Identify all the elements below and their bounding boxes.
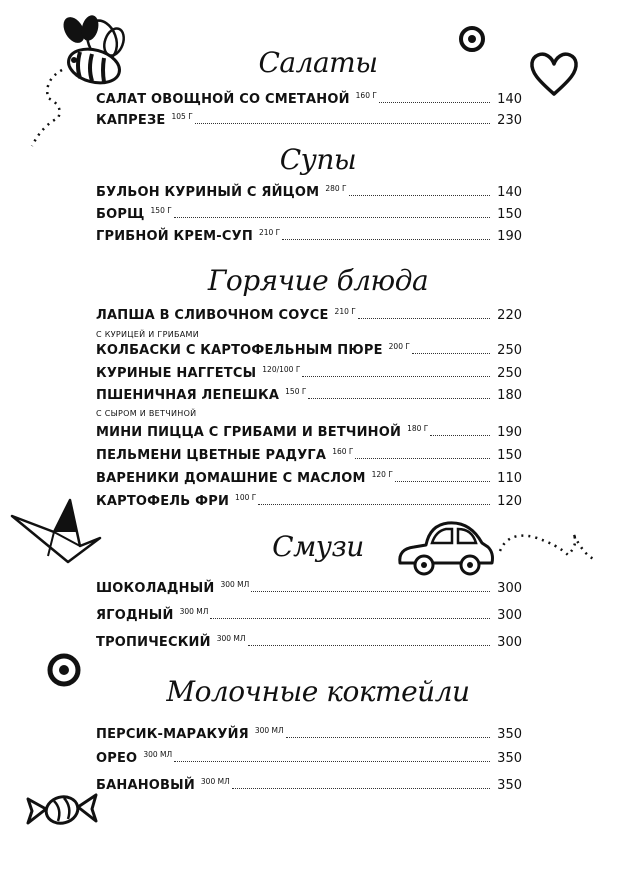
item-name: КАРТОФЕЛЬ ФРИ bbox=[96, 494, 230, 509]
section-title-hot-dishes: Горячие блюда bbox=[207, 264, 429, 297]
dot-leader bbox=[248, 645, 490, 646]
item-price: 230 bbox=[497, 113, 522, 128]
menu-item bbox=[96, 87, 522, 107]
car-icon bbox=[396, 515, 596, 581]
menu-item bbox=[96, 603, 522, 623]
item-name: ЯГОДНЫЙ bbox=[96, 608, 174, 623]
item-name: КУРИНЫЕ НАГГЕТСЫ bbox=[96, 366, 257, 381]
item-name: БАНАНОВЫЙ bbox=[96, 778, 195, 793]
item-weight: 100 Г bbox=[235, 493, 257, 502]
item-name: САЛАТ ОВОЩНОЙ СО СМЕТАНОЙ bbox=[96, 92, 350, 107]
dot-leader bbox=[430, 435, 490, 436]
item-weight: 300 МЛ bbox=[143, 750, 173, 759]
dot-leader bbox=[174, 217, 490, 218]
target-icon bbox=[46, 652, 82, 688]
menu-item bbox=[96, 722, 522, 742]
item-price: 250 bbox=[497, 366, 522, 381]
dot-leader bbox=[195, 123, 490, 124]
item-price: 300 bbox=[497, 608, 522, 623]
item-name: ВАРЕНИКИ ДОМАШНИЕ С МАСЛОМ bbox=[96, 471, 366, 486]
item-weight: 105 Г bbox=[171, 112, 193, 121]
item-weight: 150 Г bbox=[150, 206, 172, 215]
item-price: 150 bbox=[497, 207, 522, 222]
item-price: 140 bbox=[497, 185, 522, 200]
item-name: ЛАПША В СЛИВОЧНОМ СОУСЕ bbox=[96, 308, 329, 323]
dot-leader bbox=[251, 591, 490, 592]
item-weight: 210 Г bbox=[334, 307, 356, 316]
item-weight: 300 МЛ bbox=[179, 607, 209, 616]
menu-item bbox=[96, 746, 522, 766]
item-price: 220 bbox=[497, 308, 522, 323]
item-price: 190 bbox=[497, 229, 522, 244]
item-name: КОЛБАСКИ С КАРТОФЕЛЬНЫМ ПЮРЕ bbox=[96, 343, 383, 358]
bee-icon bbox=[22, 8, 127, 148]
section-title-smoothies: Смузи bbox=[272, 530, 364, 563]
item-price: 300 bbox=[497, 581, 522, 596]
dot-leader bbox=[302, 376, 490, 377]
menu-item bbox=[96, 303, 522, 323]
target-icon bbox=[458, 25, 486, 53]
item-weight: 160 Г bbox=[332, 447, 354, 456]
item-weight: 300 МЛ bbox=[200, 777, 230, 786]
section-title-salads: Салаты bbox=[258, 46, 378, 79]
menu-item bbox=[96, 338, 522, 358]
item-name: КАПРЕЗЕ bbox=[96, 113, 166, 128]
item-price: 350 bbox=[497, 751, 522, 766]
menu-item bbox=[96, 224, 522, 244]
dot-leader bbox=[355, 458, 490, 459]
menu-item bbox=[96, 443, 522, 463]
item-price: 250 bbox=[497, 343, 522, 358]
menu-item bbox=[96, 202, 522, 222]
item-name: ПШЕНИЧНАЯ ЛЕПЕШКА bbox=[96, 388, 280, 403]
menu-item bbox=[96, 180, 522, 200]
item-weight: 150 Г bbox=[285, 387, 307, 396]
dot-leader bbox=[258, 504, 490, 505]
item-weight: 200 Г bbox=[388, 342, 410, 351]
item-weight: 120 Г bbox=[371, 470, 393, 479]
dot-leader bbox=[412, 353, 490, 354]
item-note: С КУРИЦЕЙ И ГРИБАМИ bbox=[96, 330, 200, 339]
item-name: МИНИ ПИЦЦА С ГРИБАМИ И ВЕТЧИНОЙ bbox=[96, 425, 402, 440]
item-weight: 180 Г bbox=[407, 424, 429, 433]
menu-item bbox=[96, 383, 522, 403]
item-price: 180 bbox=[497, 388, 522, 403]
section-title-milkshakes: Молочные коктейли bbox=[166, 675, 470, 708]
item-price: 350 bbox=[497, 778, 522, 793]
item-price: 190 bbox=[497, 425, 522, 440]
item-price: 300 bbox=[497, 635, 522, 650]
menu-item bbox=[96, 466, 522, 486]
item-name: ТРОПИЧЕСКИЙ bbox=[96, 635, 211, 650]
item-price: 140 bbox=[497, 92, 522, 107]
dot-leader bbox=[379, 102, 490, 103]
item-weight: 160 Г bbox=[355, 91, 377, 100]
item-name: ОРЕО bbox=[96, 751, 138, 766]
dot-leader bbox=[232, 788, 490, 789]
item-weight: 300 МЛ bbox=[254, 726, 284, 735]
menu-item bbox=[96, 361, 522, 381]
item-name: ПЕЛЬМЕНИ ЦВЕТНЫЕ РАДУГА bbox=[96, 448, 327, 463]
dot-leader bbox=[210, 618, 490, 619]
item-price: 150 bbox=[497, 448, 522, 463]
item-price: 110 bbox=[497, 471, 522, 486]
heart-icon bbox=[528, 50, 580, 98]
dot-leader bbox=[282, 239, 490, 240]
dot-leader bbox=[349, 195, 490, 196]
item-name: ГРИБНОЙ КРЕМ-СУП bbox=[96, 229, 253, 244]
menu-item bbox=[96, 420, 522, 440]
dot-leader bbox=[174, 761, 490, 762]
item-weight: 210 Г bbox=[258, 228, 281, 237]
item-name: БОРЩ bbox=[96, 207, 145, 222]
item-price: 120 bbox=[497, 494, 522, 509]
item-weight: 120/100 Г bbox=[262, 365, 301, 374]
paper-boat-icon bbox=[8, 492, 104, 566]
section-title-soups: Супы bbox=[279, 143, 357, 176]
dot-leader bbox=[286, 737, 490, 738]
menu-item bbox=[96, 108, 522, 128]
dot-leader bbox=[308, 398, 490, 399]
item-name: ПЕРСИК-МАРАКУЙЯ bbox=[96, 727, 249, 742]
item-name: БУЛЬОН КУРИНЫЙ С ЯЙЦОМ bbox=[96, 185, 320, 200]
item-weight: 280 Г bbox=[325, 184, 347, 193]
item-weight: 300 МЛ bbox=[220, 580, 250, 589]
item-weight: 300 МЛ bbox=[216, 634, 246, 643]
item-price: 350 bbox=[497, 727, 522, 742]
menu-item bbox=[96, 630, 522, 650]
menu-item bbox=[96, 489, 522, 509]
candy-icon bbox=[24, 785, 100, 835]
dot-leader bbox=[358, 318, 490, 319]
item-name: ШОКОЛАДНЫЙ bbox=[96, 581, 215, 596]
item-note: С СЫРОМ И ВЕТЧИНОЙ bbox=[96, 409, 197, 418]
menu-item bbox=[96, 773, 522, 793]
dot-leader bbox=[395, 481, 490, 482]
